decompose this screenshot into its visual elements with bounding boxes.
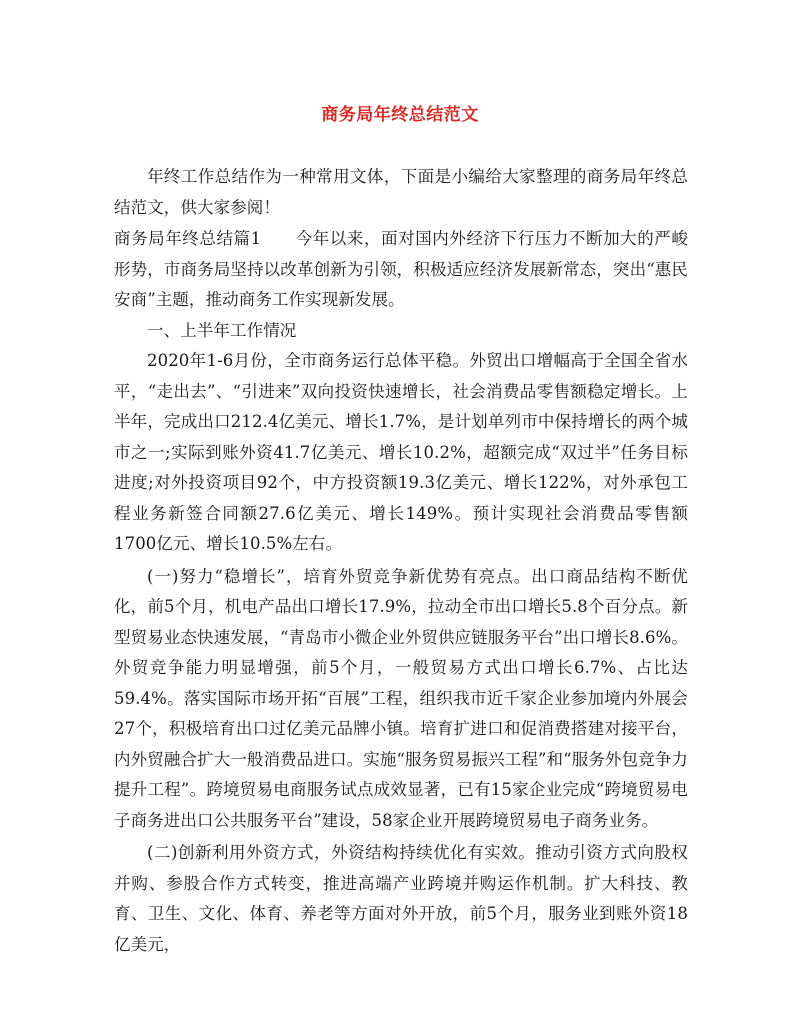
body-paragraph-3: (二)创新利用外资方式，外资结构持续优化有实效。推动引资方式向股权并购、参股合作方式转变，推进高端产业跨境并购运作机制。扩大科技、教育、卫生、文化、体育、养老等方面对外开放，前5个月，服务业到账外资18亿美元，	[114, 843, 688, 954]
chapter-label: 商务局年终总结篇1	[114, 229, 262, 248]
chapter-paragraph	[114, 224, 688, 316]
section-heading: 一、上半年工作情况	[147, 320, 297, 340]
document-body	[114, 162, 688, 960]
intro-paragraph: 年终工作总结作为一种常用文体，下面是小编给大家整理的商务局年终总结范文，供大家参阅！	[114, 167, 688, 217]
body-paragraph-2: (一)努力“稳增长”，培育外贸竞争新优势有亮点。出口商品结构不断优化，前5个月，机电产品出口增长17.9%，拉动全市出口增长5.8个百分点。新型贸易业态快速发展，“青岛市小微企业外贸供应链服务平台”出口增长8.6%。外贸竞争能力明显增强，前5个月，一般贸易方式出口增长6.7%、占比达59.4%。落实国际市场开拓“百展”工程，组织我市近千家企业参加境内外展会27个，积极培育出口过亿美元品牌小镇。培育扩进口和促消费搭建对接平台，内外贸融合扩大一般消费品进口。实施“服务贸易振兴工程”和“服务外包竞争力提升工程”。跨境贸易电商服务试点成效显著，已有15家企业完成“跨境贸易电子商务进出口公共服务平台”建设，58家企业开展跨境贸易电子商务业务。	[114, 566, 688, 830]
body-paragraph-1: 2020年1-6月份，全市商务运行总体平稳。外贸出口增幅高于全国全省水平，“走出去”、“引进来”双向投资快速增长，社会消费品零售额稳定增长。上半年，完成出口212.4亿美元、增长1.7%，是计划单列市中保持增长的两个城市之一;实际到账外资41.7亿美元、增长10.2%，超额完成“双过半”任务目标进度;对外投资项目92个，中方投资额19.3亿美元、增长122%，对外承包工程业务新签合同额27.6亿美元、增长149%。预计实现社会消费品零售额1700亿元、增长10.5%左右。	[114, 351, 688, 553]
document-title: 商务局年终总结范文	[321, 105, 479, 125]
chapter-lead: 今年以来，面对国内外经济下行压力不断加大的严峻形势，市商务局坚持以改革创新为引领，积极适应经济发展新常态，突出“惠民安商”主题，推动商务工作实现新发展。	[114, 229, 688, 309]
